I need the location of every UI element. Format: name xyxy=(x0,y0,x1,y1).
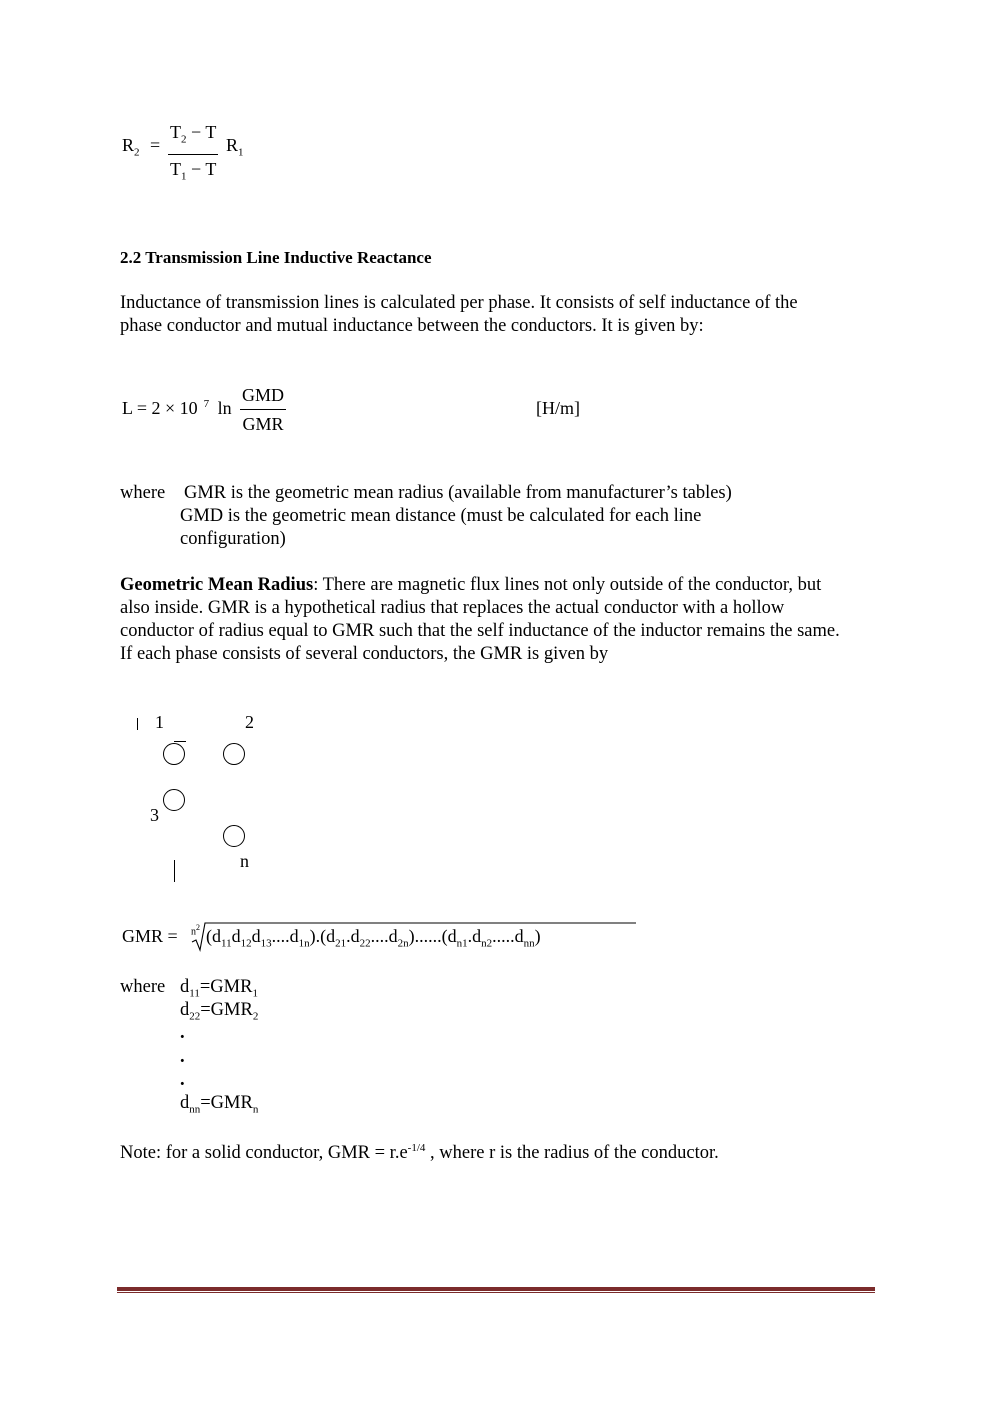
label-n: n xyxy=(240,851,249,871)
footer-rule xyxy=(117,1287,875,1291)
gmr-term: Geometric Mean Radius xyxy=(120,575,314,595)
label-1: 1 xyxy=(155,712,164,732)
intro-line-1: Inductance of transmission lines is calculated per phase. It consists of self inductance of the xyxy=(120,293,798,313)
where-line-3: configuration) xyxy=(180,529,286,549)
intro-line-2: phase conductor and mutual inductance between the conductors. It is given by: xyxy=(120,316,704,336)
label-3: 3 xyxy=(150,805,159,825)
tick-mark xyxy=(174,741,186,742)
r2-fraction: $T_2 - T$ $T_1 - T$ xyxy=(170,122,217,183)
dnn-line: $d_{nn}=GMR_n$ xyxy=(180,1093,259,1116)
label-2: 2 xyxy=(245,712,254,732)
conductor-circle xyxy=(223,825,245,847)
intro-paragraph xyxy=(120,292,910,338)
l-lhs: L = 2 × 10 $^7$ ln xyxy=(122,398,232,418)
where-d-label: where xyxy=(120,977,166,997)
conductor-circle xyxy=(223,743,245,765)
conductor-circle xyxy=(163,743,185,765)
l-fraction: GMD GMR xyxy=(242,385,285,434)
r2-rhs: $R_1$ xyxy=(226,135,244,159)
r2-lhs: $R_2$ = xyxy=(122,135,161,159)
ellipsis-dot: . xyxy=(180,1047,185,1067)
d22-line: $d_{22}=GMR_2$ xyxy=(180,1000,259,1023)
tick-mark xyxy=(174,860,175,882)
ellipsis-dot: . xyxy=(180,1070,185,1090)
gmr-line-3: conductor of radius equal to GMR such that the self inductance of the inductor remains the same. xyxy=(120,621,840,641)
where-label: where xyxy=(120,483,166,503)
gmr-line-2: also inside. GMR is a hypothetical radius that replaces the actual conductor with a hollow xyxy=(120,598,785,618)
footer-rule-thin xyxy=(117,1292,875,1293)
where-line-2: GMD is the geometric mean distance (must be calculated for each line xyxy=(180,506,702,526)
unit-label: [H/m] xyxy=(536,398,580,418)
tick-mark xyxy=(137,718,138,730)
gmr-lhs: GMR = xyxy=(122,926,178,946)
where-line-1: GMR is the geometric mean radius (available from manufacturer’s tables) xyxy=(184,483,732,503)
conductor-circle xyxy=(163,789,185,811)
ellipsis-dot: . xyxy=(180,1023,185,1043)
note-line: Note: for a solid conductor, GMR = $r.e^{-1/4}$ , where r is the radius of the conductor. xyxy=(120,1142,719,1164)
gmr-paragraph xyxy=(120,574,910,666)
gmr-line-4: If each phase consists of several conductors, the GMR is given by xyxy=(120,644,609,664)
gmr-radicand: $(d_{11}d_{12}d_{13}....d_{1n}).(d_{21}.d_{22}....d_{2n})......(d_{n1}.d_{n2}.....d_{nn})$ xyxy=(206,926,541,950)
section-heading: 2.2 Transmission Line Inductive Reactance xyxy=(120,248,432,267)
gmr-line-1: Geometric Mean Radius: There are magnetic flux lines not only outside of the conductor, but xyxy=(120,575,822,595)
d11-line: $d_{11}=GMR_1$ xyxy=(180,977,258,1000)
root-index: $n^2$ xyxy=(191,923,200,938)
